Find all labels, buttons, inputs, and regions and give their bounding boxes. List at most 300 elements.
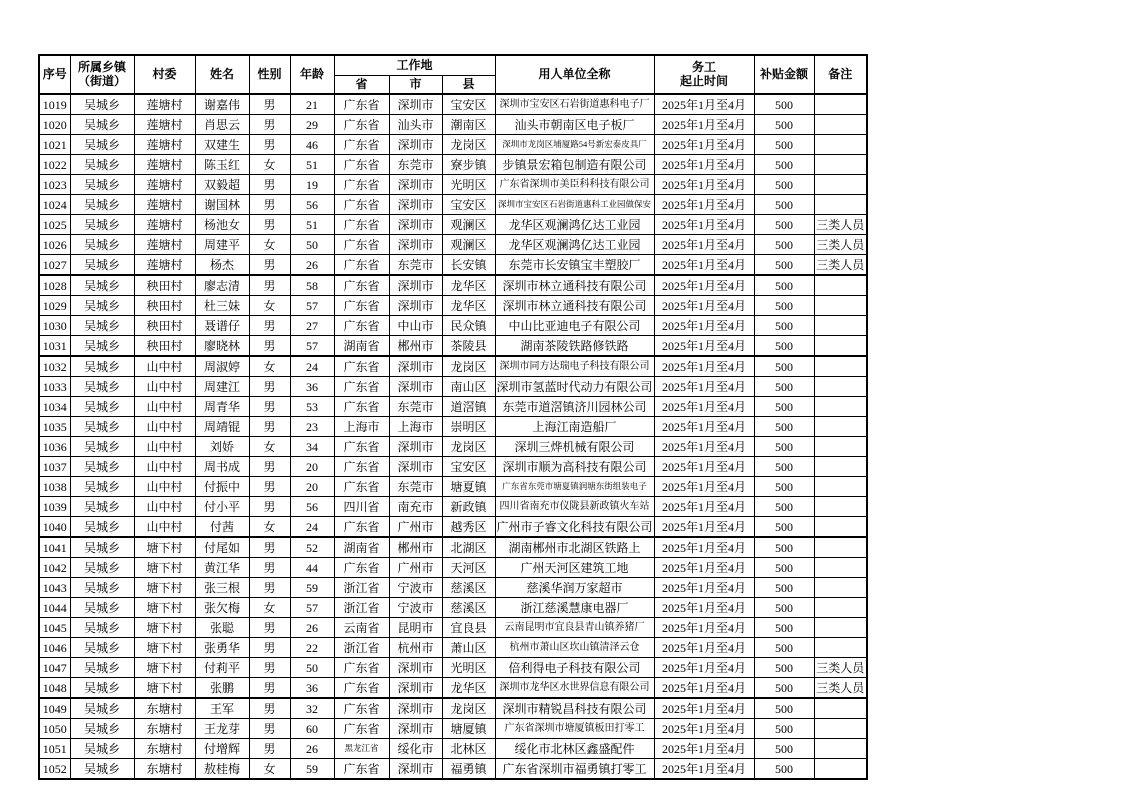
cell-subsidy: 500 [754,517,814,538]
cell-subsidy: 500 [754,316,814,336]
cell-name: 付莉平 [195,658,249,678]
cell-township: 吴城乡 [70,417,134,437]
cell-gender: 男 [249,275,290,296]
cell-remark [814,517,867,538]
cell-period: 2025年1月至4月 [654,255,754,276]
cell-remark [814,275,867,296]
cell-township: 吴城乡 [70,759,134,780]
cell-age: 59 [290,759,334,780]
cell-province: 广东省 [334,698,389,719]
cell-gender: 男 [249,417,290,437]
cell-gender: 男 [249,316,290,336]
cell-county: 福勇镇 [442,759,495,780]
cell-name: 谢国林 [195,195,249,215]
cell-province: 广东省 [334,377,389,397]
header-age: 年龄 [290,55,334,94]
table-row [39,517,867,538]
cell-village: 秧田村 [134,316,195,336]
cell-village: 秧田村 [134,275,195,296]
table-row [39,377,867,397]
cell-remark: 三类人员 [814,255,867,276]
cell-id: 1026 [39,235,70,255]
cell-gender: 男 [249,638,290,658]
cell-id: 1021 [39,135,70,155]
cell-age: 58 [290,275,334,296]
table-row [39,437,867,457]
cell-city: 深圳市 [389,356,442,377]
cell-city: 深圳市 [389,658,442,678]
cell-period: 2025年1月至4月 [654,275,754,296]
cell-province: 四川省 [334,497,389,517]
cell-age: 53 [290,397,334,417]
cell-county: 天河区 [442,558,495,578]
cell-age: 44 [290,558,334,578]
table-row [39,477,867,497]
cell-employer: 慈溪华润万家超市 [495,578,654,598]
cell-city: 绥化市 [389,739,442,759]
cell-province: 广东省 [334,255,389,276]
cell-id: 1034 [39,397,70,417]
cell-age: 57 [290,598,334,618]
cell-period: 2025年1月至4月 [654,356,754,377]
cell-id: 1020 [39,115,70,135]
cell-province: 湖南省 [334,537,389,558]
table-row [39,235,867,255]
table-row [39,658,867,678]
cell-employer: 广东省深圳市福勇镇打零工 [495,759,654,780]
cell-remark [814,397,867,417]
cell-employer: 深圳市同方达瑞电子科技有限公司 [495,356,654,377]
cell-name: 敖桂梅 [195,759,249,780]
cell-age: 20 [290,477,334,497]
cell-city: 广州市 [389,558,442,578]
cell-period: 2025年1月至4月 [654,215,754,235]
cell-county: 南山区 [442,377,495,397]
cell-id: 1028 [39,275,70,296]
cell-city: 深圳市 [389,215,442,235]
cell-name: 廖志清 [195,275,249,296]
cell-period: 2025年1月至4月 [654,296,754,316]
cell-village: 莲塘村 [134,155,195,175]
cell-township: 吴城乡 [70,517,134,538]
cell-city: 深圳市 [389,235,442,255]
cell-city: 广州市 [389,517,442,538]
cell-township: 吴城乡 [70,356,134,377]
cell-township: 吴城乡 [70,175,134,195]
table-row [39,598,867,618]
cell-remark: 三类人员 [814,678,867,699]
cell-county: 宝安区 [442,457,495,477]
cell-township: 吴城乡 [70,135,134,155]
cell-township: 吴城乡 [70,397,134,417]
cell-period: 2025年1月至4月 [654,195,754,215]
cell-township: 吴城乡 [70,739,134,759]
table-row [39,497,867,517]
cell-employer: 东莞市长安镇宝丰塑胶厂 [495,255,654,276]
cell-remark [814,316,867,336]
cell-city: 深圳市 [389,719,442,739]
cell-age: 51 [290,215,334,235]
cell-subsidy: 500 [754,356,814,377]
cell-subsidy: 500 [754,678,814,699]
cell-age: 24 [290,356,334,377]
cell-gender: 男 [249,336,290,357]
cell-county: 慈溪区 [442,578,495,598]
cell-gender: 男 [249,558,290,578]
cell-province: 广东省 [334,135,389,155]
cell-township: 吴城乡 [70,155,134,175]
cell-city: 东莞市 [389,397,442,417]
cell-city: 郴州市 [389,336,442,357]
cell-employer: 四川省南充市仪陇县新政镇火车站 [495,497,654,517]
cell-township: 吴城乡 [70,457,134,477]
header-remark: 备注 [814,55,867,94]
header-employer: 用人单位全称 [495,55,654,94]
cell-subsidy: 500 [754,477,814,497]
cell-id: 1036 [39,437,70,457]
cell-employer: 湖南茶陵铁路修铁路 [495,336,654,357]
cell-township: 吴城乡 [70,437,134,457]
cell-village: 秧田村 [134,296,195,316]
cell-age: 19 [290,175,334,195]
cell-city: 深圳市 [389,698,442,719]
cell-period: 2025年1月至4月 [654,537,754,558]
cell-remark [814,336,867,357]
cell-name: 廖晓林 [195,336,249,357]
cell-age: 24 [290,517,334,538]
cell-province: 广东省 [334,719,389,739]
cell-gender: 男 [249,698,290,719]
cell-name: 王龙芽 [195,719,249,739]
cell-period: 2025年1月至4月 [654,658,754,678]
cell-county: 新政镇 [442,497,495,517]
cell-age: 46 [290,135,334,155]
cell-subsidy: 500 [754,275,814,296]
cell-village: 山中村 [134,417,195,437]
table-row [39,94,867,115]
table-row [39,618,867,638]
cell-remark [814,94,867,115]
cell-employer: 杭州市萧山区坎山镇清泽云仓 [495,638,654,658]
cell-name: 张勇华 [195,638,249,658]
cell-city: 汕头市 [389,115,442,135]
cell-city: 深圳市 [389,678,442,699]
cell-village: 东塘村 [134,759,195,780]
cell-province: 广东省 [334,558,389,578]
cell-remark: 三类人员 [814,215,867,235]
cell-employer: 步镇景宏箱包制造有限公司 [495,155,654,175]
cell-subsidy: 500 [754,215,814,235]
cell-name: 周书成 [195,457,249,477]
cell-employer: 广州市子睿文化科技有限公司 [495,517,654,538]
cell-township: 吴城乡 [70,719,134,739]
cell-county: 越秀区 [442,517,495,538]
cell-village: 塘下村 [134,537,195,558]
cell-gender: 男 [249,255,290,276]
cell-employer: 深圳市龙岗区埔厦路54号新宏泰皮具厂 [495,135,654,155]
cell-village: 塘下村 [134,618,195,638]
cell-village: 东塘村 [134,739,195,759]
cell-remark [814,155,867,175]
cell-county: 龙华区 [442,678,495,699]
cell-township: 吴城乡 [70,558,134,578]
cell-period: 2025年1月至4月 [654,457,754,477]
table-row [39,578,867,598]
cell-township: 吴城乡 [70,598,134,618]
cell-period: 2025年1月至4月 [654,578,754,598]
cell-remark [814,558,867,578]
cell-age: 50 [290,235,334,255]
cell-gender: 女 [249,356,290,377]
cell-age: 36 [290,377,334,397]
table-row [39,195,867,215]
cell-township: 吴城乡 [70,578,134,598]
cell-village: 山中村 [134,477,195,497]
cell-age: 52 [290,537,334,558]
cell-subsidy: 500 [754,155,814,175]
cell-township: 吴城乡 [70,215,134,235]
cell-gender: 男 [249,678,290,699]
cell-id: 1048 [39,678,70,699]
table-row [39,155,867,175]
cell-employer: 绥化市北林区鑫盛配件 [495,739,654,759]
cell-city: 深圳市 [389,175,442,195]
cell-subsidy: 500 [754,336,814,357]
cell-age: 22 [290,638,334,658]
cell-county: 北林区 [442,739,495,759]
cell-remark [814,115,867,135]
cell-subsidy: 500 [754,235,814,255]
cell-subsidy: 500 [754,739,814,759]
cell-name: 张鹏 [195,678,249,699]
cell-gender: 男 [249,135,290,155]
cell-subsidy: 500 [754,759,814,780]
cell-period: 2025年1月至4月 [654,517,754,538]
cell-city: 东莞市 [389,155,442,175]
cell-county: 光明区 [442,175,495,195]
cell-remark [814,175,867,195]
cell-subsidy: 500 [754,255,814,276]
cell-age: 57 [290,296,334,316]
cell-employer: 深圳市林立通科技有限公司 [495,296,654,316]
cell-village: 塘下村 [134,558,195,578]
cell-employer: 深圳市龙华区水世界信息有限公司 [495,678,654,699]
cell-village: 塘下村 [134,658,195,678]
cell-period: 2025年1月至4月 [654,759,754,780]
cell-name: 杨杰 [195,255,249,276]
cell-county: 慈溪区 [442,598,495,618]
cell-city: 深圳市 [389,296,442,316]
cell-province: 广东省 [334,235,389,255]
cell-gender: 男 [249,94,290,115]
cell-subsidy: 500 [754,296,814,316]
cell-county: 茶陵县 [442,336,495,357]
cell-city: 杭州市 [389,638,442,658]
cell-id: 1025 [39,215,70,235]
cell-age: 27 [290,316,334,336]
cell-id: 1038 [39,477,70,497]
cell-county: 塘厦镇 [442,719,495,739]
cell-employer: 汕头市朝南区电子板厂 [495,115,654,135]
cell-gender: 女 [249,759,290,780]
cell-age: 51 [290,155,334,175]
cell-city: 深圳市 [389,94,442,115]
cell-id: 1043 [39,578,70,598]
cell-employer: 东莞市道滘镇济川园林公司 [495,397,654,417]
cell-county: 崇明区 [442,417,495,437]
cell-subsidy: 500 [754,658,814,678]
cell-subsidy: 500 [754,417,814,437]
cell-age: 26 [290,739,334,759]
cell-township: 吴城乡 [70,638,134,658]
cell-period: 2025年1月至4月 [654,638,754,658]
cell-city: 昆明市 [389,618,442,638]
cell-name: 肖思云 [195,115,249,135]
header-workplace: 工作地 [334,55,495,76]
cell-name: 杨池女 [195,215,249,235]
cell-age: 20 [290,457,334,477]
cell-city: 上海市 [389,417,442,437]
cell-province: 云南省 [334,618,389,638]
cell-name: 付振中 [195,477,249,497]
cell-village: 莲塘村 [134,235,195,255]
cell-id: 1029 [39,296,70,316]
cell-period: 2025年1月至4月 [654,558,754,578]
cell-period: 2025年1月至4月 [654,316,754,336]
cell-county: 宝安区 [442,195,495,215]
cell-employer: 浙江慈溪慧康电器厂 [495,598,654,618]
cell-subsidy: 500 [754,618,814,638]
cell-village: 塘下村 [134,578,195,598]
cell-subsidy: 500 [754,397,814,417]
cell-name: 杜三妹 [195,296,249,316]
cell-period: 2025年1月至4月 [654,678,754,699]
cell-remark: 三类人员 [814,235,867,255]
cell-gender: 男 [249,397,290,417]
cell-county: 宝安区 [442,94,495,115]
table-row [39,115,867,135]
table-row [39,457,867,477]
cell-subsidy: 500 [754,377,814,397]
cell-province: 广东省 [334,397,389,417]
cell-province: 广东省 [334,678,389,699]
cell-province: 广东省 [334,296,389,316]
cell-gender: 男 [249,719,290,739]
cell-age: 26 [290,255,334,276]
cell-city: 宁波市 [389,578,442,598]
cell-county: 民众镇 [442,316,495,336]
cell-period: 2025年1月至4月 [654,336,754,357]
cell-county: 龙岗区 [442,437,495,457]
table-row [39,296,867,316]
cell-province: 广东省 [334,215,389,235]
cell-county: 长安镇 [442,255,495,276]
table-row [39,135,867,155]
table-row [39,719,867,739]
cell-township: 吴城乡 [70,377,134,397]
cell-employer: 深圳市宝安区石岩街道惠科工业园做保安 [495,195,654,215]
cell-employer: 深圳三烨机械有限公司 [495,437,654,457]
cell-id: 1022 [39,155,70,175]
cell-subsidy: 500 [754,195,814,215]
cell-gender: 女 [249,296,290,316]
cell-county: 塘夏镇 [442,477,495,497]
cell-province: 浙江省 [334,578,389,598]
table-row [39,215,867,235]
cell-gender: 女 [249,517,290,538]
cell-id: 1049 [39,698,70,719]
table-row [39,678,867,699]
cell-county: 龙华区 [442,275,495,296]
cell-village: 东塘村 [134,719,195,739]
cell-province: 广东省 [334,517,389,538]
cell-period: 2025年1月至4月 [654,135,754,155]
cell-village: 山中村 [134,497,195,517]
table-row [39,175,867,195]
cell-village: 山中村 [134,356,195,377]
cell-period: 2025年1月至4月 [654,618,754,638]
cell-city: 深圳市 [389,135,442,155]
cell-village: 莲塘村 [134,195,195,215]
cell-id: 1039 [39,497,70,517]
cell-village: 山中村 [134,397,195,417]
cell-remark [814,618,867,638]
cell-subsidy: 500 [754,437,814,457]
cell-township: 吴城乡 [70,195,134,215]
cell-county: 潮南区 [442,115,495,135]
cell-city: 深圳市 [389,437,442,457]
header-city: 市 [389,76,442,95]
cell-province: 广东省 [334,759,389,780]
cell-employer: 中山比亚迪电子有限公司 [495,316,654,336]
cell-id: 1040 [39,517,70,538]
table-row [39,759,867,780]
cell-id: 1027 [39,255,70,276]
cell-name: 周建江 [195,377,249,397]
cell-gender: 男 [249,175,290,195]
cell-gender: 男 [249,739,290,759]
cell-province: 广东省 [334,658,389,678]
cell-subsidy: 500 [754,457,814,477]
cell-gender: 女 [249,598,290,618]
cell-province: 广东省 [334,477,389,497]
table-row [39,638,867,658]
table-row [39,417,867,437]
cell-village: 塘下村 [134,598,195,618]
cell-name: 聂谱仔 [195,316,249,336]
cell-city: 中山市 [389,316,442,336]
cell-age: 50 [290,658,334,678]
cell-name: 周青华 [195,397,249,417]
cell-county: 龙岗区 [442,698,495,719]
cell-period: 2025年1月至4月 [654,397,754,417]
cell-name: 双建生 [195,135,249,155]
cell-gender: 男 [249,377,290,397]
cell-remark [814,195,867,215]
cell-subsidy: 500 [754,94,814,115]
cell-subsidy: 500 [754,497,814,517]
cell-subsidy: 500 [754,719,814,739]
cell-remark [814,739,867,759]
cell-period: 2025年1月至4月 [654,497,754,517]
cell-city: 深圳市 [389,275,442,296]
cell-province: 广东省 [334,457,389,477]
cell-name: 刘娇 [195,437,249,457]
cell-province: 广东省 [334,195,389,215]
cell-remark [814,417,867,437]
table-row [39,698,867,719]
cell-township: 吴城乡 [70,497,134,517]
